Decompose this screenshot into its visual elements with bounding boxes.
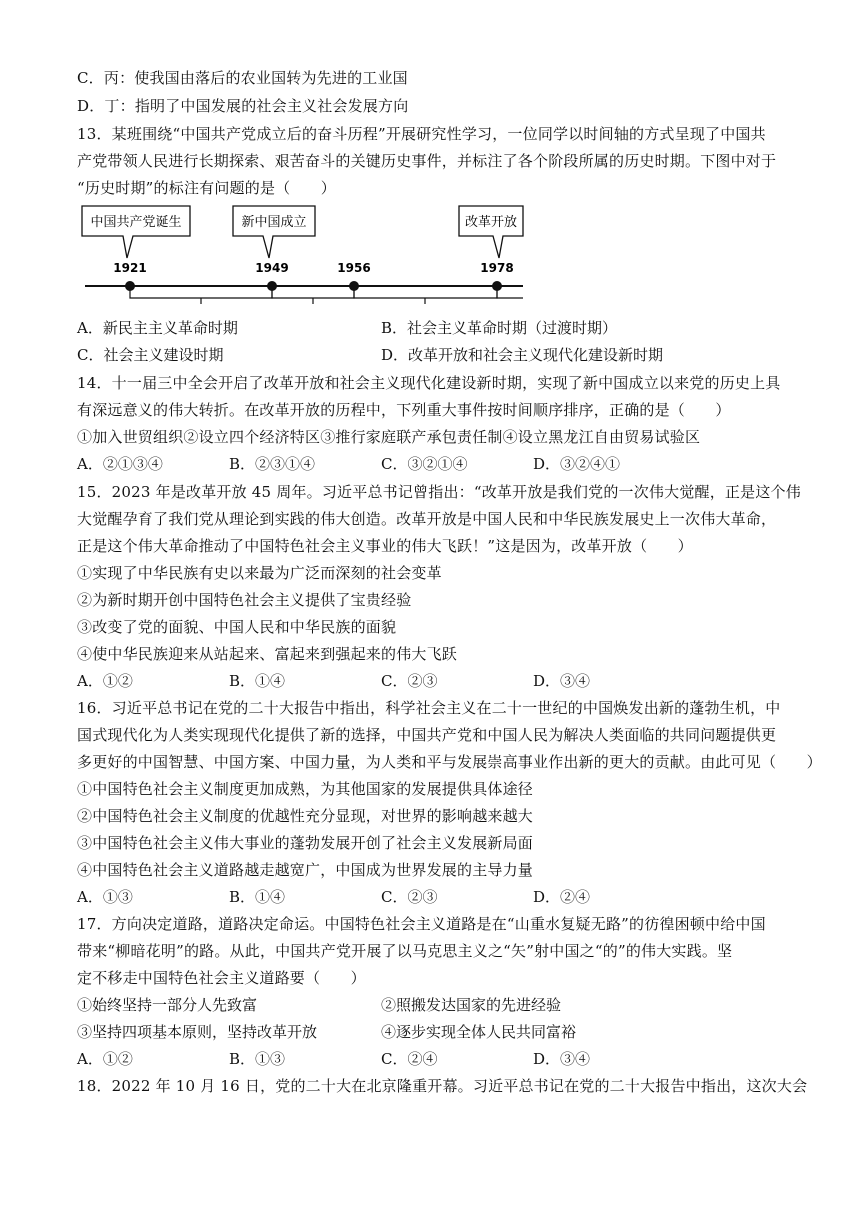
year-1956: 1956 — [337, 261, 371, 275]
period-bracket-3 — [354, 290, 497, 304]
q17-statement-4: ④逐步实现全体人民共同富裕 — [381, 1023, 577, 1041]
q15-statement-2: ②为新时期开创中国特色社会主义提供了宝贵经验 — [77, 591, 412, 609]
q17-statement-2: ②照搬发达国家的先进经验 — [381, 996, 562, 1014]
q14-option-c: C．③②①④ — [381, 455, 468, 473]
q16-option-a: A．①③ — [77, 888, 133, 906]
q16-statement-2: ②中国特色社会主义制度的优越性充分显现，对世界的影响越来越大 — [77, 807, 534, 825]
q15-option-a: A．①② — [77, 672, 133, 690]
q14-option-d: D．③②④① — [533, 455, 621, 473]
q17-option-c: C．②④ — [381, 1050, 438, 1068]
q16-option-b: B．①④ — [229, 888, 286, 906]
q15-statement-4: ④使中华民族迎来从站起来、富起来到强起来的伟大飞跃 — [77, 645, 458, 663]
q17-statement-1: ①始终坚持一部分人先致富 — [77, 996, 258, 1014]
q15-statement-1: ①实现了中华民族有史以来最为广泛而深刻的社会变革 — [77, 564, 442, 582]
q16-statement-1: ①中国特色社会主义制度更加成熟，为其他国家的发展提供具体途径 — [77, 780, 534, 798]
q13-option-a: A．新民主主义革命时期 — [77, 319, 238, 337]
year-1921: 1921 — [113, 261, 147, 275]
q16-option-d: D．②④ — [533, 888, 591, 906]
q16-stem-1: 16．习近平总书记在党的二十大报告中指出，科学社会主义在二十一世纪的中国焕发出新的蓬勃生机，中 — [77, 699, 781, 717]
period-bracket-4 — [497, 290, 523, 298]
timeline-dot-1956 — [349, 281, 359, 291]
timeline-dot-1949 — [267, 281, 277, 291]
q13-stem-3: “历史时期”的标注有问题的是（ ） — [77, 179, 336, 197]
timeline-dot-1921 — [125, 281, 135, 291]
q13-stem-1: 13．某班围绕“中国共产党成立后的奋斗历程”开展研究性学习，一位同学以时间轴的方式呈现了中国共 — [77, 125, 766, 143]
q13-option-b: B．社会主义革命时期（过渡时期） — [381, 319, 618, 337]
callout-box-2 — [233, 206, 315, 258]
year-1978: 1978 — [480, 261, 514, 275]
q15-stem-1: 15．2023 年是改革开放 45 周年。习近平总书记曾指出：“改革开放是我们党的一次伟大觉醒，正是这个伟 — [77, 483, 801, 501]
q13-option-c: C．社会主义建设时期 — [77, 346, 224, 364]
period-bracket-2 — [272, 290, 354, 304]
q15-stem-3: 正是这个伟大革命推动了中国特色社会主义事业的伟大飞跃！”这是因为，改革开放（ ） — [77, 537, 693, 555]
q15-option-c: C．②③ — [381, 672, 438, 690]
timeline-figure — [77, 198, 537, 308]
q17-option-b: B．①③ — [229, 1050, 286, 1068]
event-label-3: 改革开放 — [464, 215, 518, 230]
q17-statement-3: ③坚持四项基本原则，坚持改革开放 — [77, 1023, 318, 1041]
q13-option-d: D．改革开放和社会主义现代化建设新时期 — [381, 346, 664, 364]
q15-stem-2: 大觉醒孕育了我们党从理论到实践的伟大创造。改革开放是中国人民和中华民族发展史上一次伟大革命， — [77, 510, 777, 528]
q15-option-b: B．①④ — [229, 672, 286, 690]
q16-stem-2: 国式现代化为人类实现现代化提供了新的选择，中国共产党和中国人民为解决人类面临的共同问题提供更 — [77, 726, 777, 744]
q14-stem-2: 有深远意义的伟大转折。在改革开放的历程中，下列重大事件按时间顺序排序，正确的是（ ） — [77, 401, 731, 419]
q14-option-b: B．②③①④ — [229, 455, 316, 473]
q17-stem-3: 定不移走中国特色社会主义道路要（ ） — [77, 969, 366, 987]
callout-box-3 — [459, 206, 523, 258]
event-label-2: 新中国成立 — [241, 215, 307, 230]
q13-stem-2: 产党带领人民进行长期探索、艰苦奋斗的关键历史事件，并标注了各个阶段所属的历史时期。下图中对于 — [77, 152, 777, 170]
q16-option-c: C．②③ — [381, 888, 438, 906]
q17-option-a: A．①② — [77, 1050, 133, 1068]
q14-statements: ①加入世贸组织②设立四个经济特区③推行家庭联产承包责任制④设立黑龙江自由贸易试验区 — [77, 428, 701, 446]
q17-option-d: D．③④ — [533, 1050, 591, 1068]
year-1949: 1949 — [255, 261, 289, 275]
q14-option-a: A．②①③④ — [77, 455, 163, 473]
q15-statement-3: ③改变了党的面貌、中国人民和中华民族的面貌 — [77, 618, 397, 636]
q16-stem-3: 多更好的中国智慧、中国方案、中国力量，为人类和平与发展崇高事业作出新的更大的贡献。由此可见（ ） — [77, 753, 822, 771]
q17-stem-2: 带来“柳暗花明”的路。从此，中国共产党开展了以马克思主义之“矢”射中国之“的”的伟大实践。坚 — [77, 942, 733, 960]
timeline-dot-1978 — [492, 281, 502, 291]
q17-stem-1: 17．方向决定道路，道路决定命运。中国特色社会主义道路是在“山重水复疑无路”的彷徨困顿中给中国 — [77, 915, 766, 933]
event-label-1: 中国共产党诞生 — [90, 215, 182, 230]
q12-option-d: D．丁：指明了中国发展的社会主义社会发展方向 — [77, 97, 409, 115]
q14-stem-1: 14．十一届三中全会开启了改革开放和社会主义现代化建设新时期，实现了新中国成立以来党的历史上具 — [77, 374, 781, 392]
q12-option-c: C．丙：使我国由落后的农业国转为先进的工业国 — [77, 69, 408, 87]
q16-statement-3: ③中国特色社会主义伟大事业的蓬勃发展开创了社会主义发展新局面 — [77, 834, 534, 852]
q15-option-d: D．③④ — [533, 672, 591, 690]
period-bracket-1 — [130, 290, 272, 304]
callout-box-1 — [82, 206, 190, 258]
q18-stem-1: 18．2022 年 10 月 16 日，党的二十大在北京隆重开幕。习近平总书记在党的二十大报告中指出，这次大会 — [77, 1077, 808, 1095]
q16-statement-4: ④中国特色社会主义道路越走越宽广，中国成为世界发展的主导力量 — [77, 861, 534, 879]
